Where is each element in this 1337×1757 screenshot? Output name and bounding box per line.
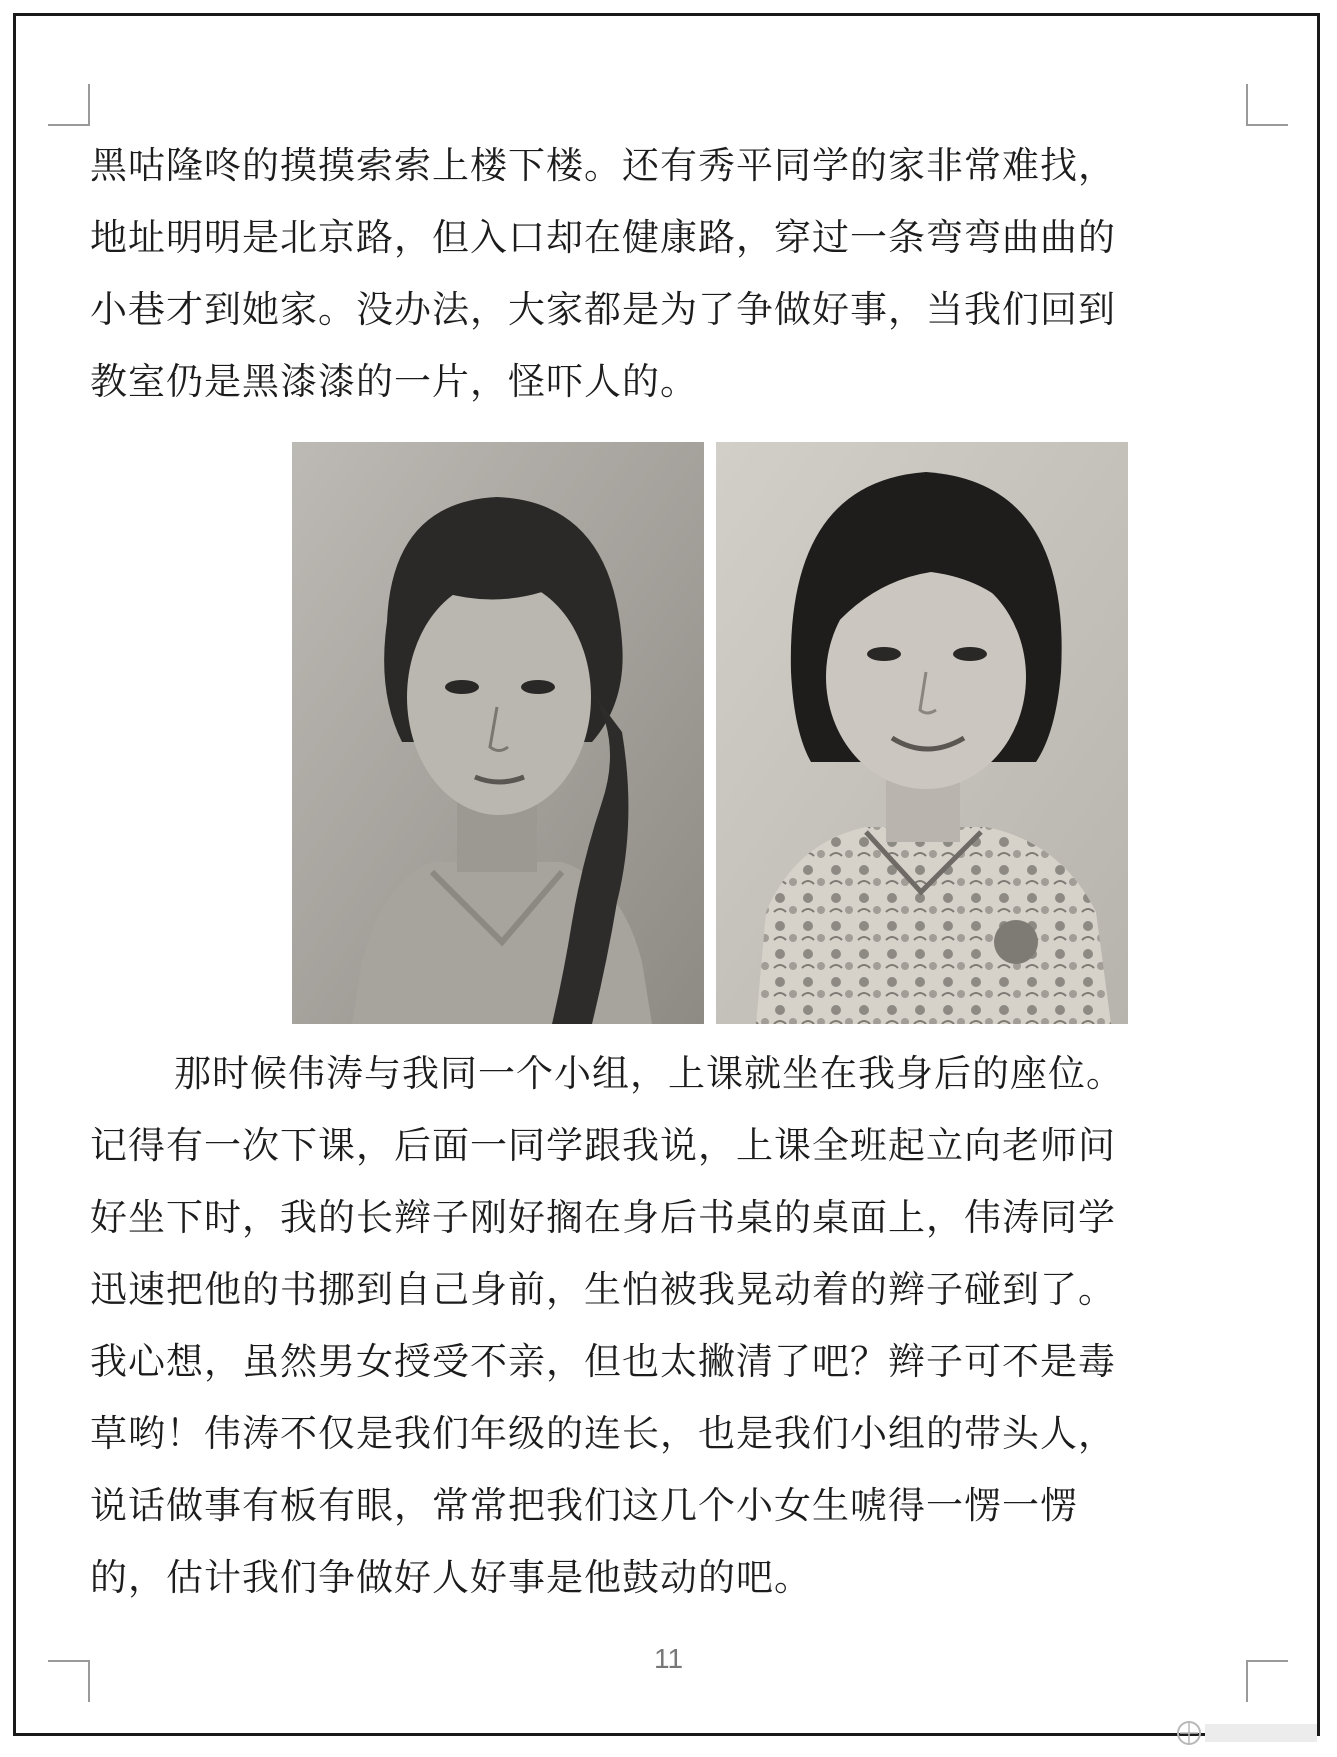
text-line: 黑咕隆咚的摸摸索索上楼下楼。还有秀平同学的家非常难找， <box>90 144 1116 187</box>
text-line: 记得有一次下课，后面一同学跟我说，上课全班起立向老师问 <box>90 1124 1116 1167</box>
paragraph-top <box>90 130 1240 418</box>
text-line: 草哟！伟涛不仅是我们年级的连长，也是我们小组的带头人， <box>90 1412 1116 1455</box>
text-line: 我心想，虽然男女授受不亲，但也太撇清了吧？辫子可不是毒 <box>90 1340 1116 1383</box>
crop-mark-top-left <box>48 84 90 126</box>
watermark-logo <box>1175 1718 1325 1748</box>
text-line: 小巷才到她家。没办法，大家都是为了争做好事，当我们回到 <box>90 288 1116 331</box>
paragraph-bottom <box>90 1038 1240 1614</box>
text-line: 的，估计我们争做好人好事是他鼓动的吧。 <box>90 1556 812 1599</box>
text-line: 迅速把他的书挪到自己身前，生怕被我晃动着的辫子碰到了。 <box>90 1268 1116 1311</box>
page-number: 11 <box>653 1643 684 1674</box>
text-line: 好坐下时，我的长辫子刚好搁在身后书桌的桌面上，伟涛同学 <box>90 1196 1116 1239</box>
crop-mark-top-right <box>1246 84 1288 126</box>
photo-pair <box>292 442 1130 1024</box>
portrait-photo-braid <box>292 442 704 1024</box>
portrait-photo-bob <box>716 442 1128 1024</box>
text-line: 说话做事有板有眼，常常把我们这几个小女生唬得一愣一愣 <box>90 1484 1078 1527</box>
text-line: 那时候伟涛与我同一个小组，上课就坐在我身后的座位。 <box>174 1052 1124 1095</box>
text-line: 教室仍是黑漆漆的一片，怪吓人的。 <box>90 360 698 403</box>
text-line: 地址明明是北京路，但入口却在健康路，穿过一条弯弯曲曲的 <box>90 216 1116 259</box>
